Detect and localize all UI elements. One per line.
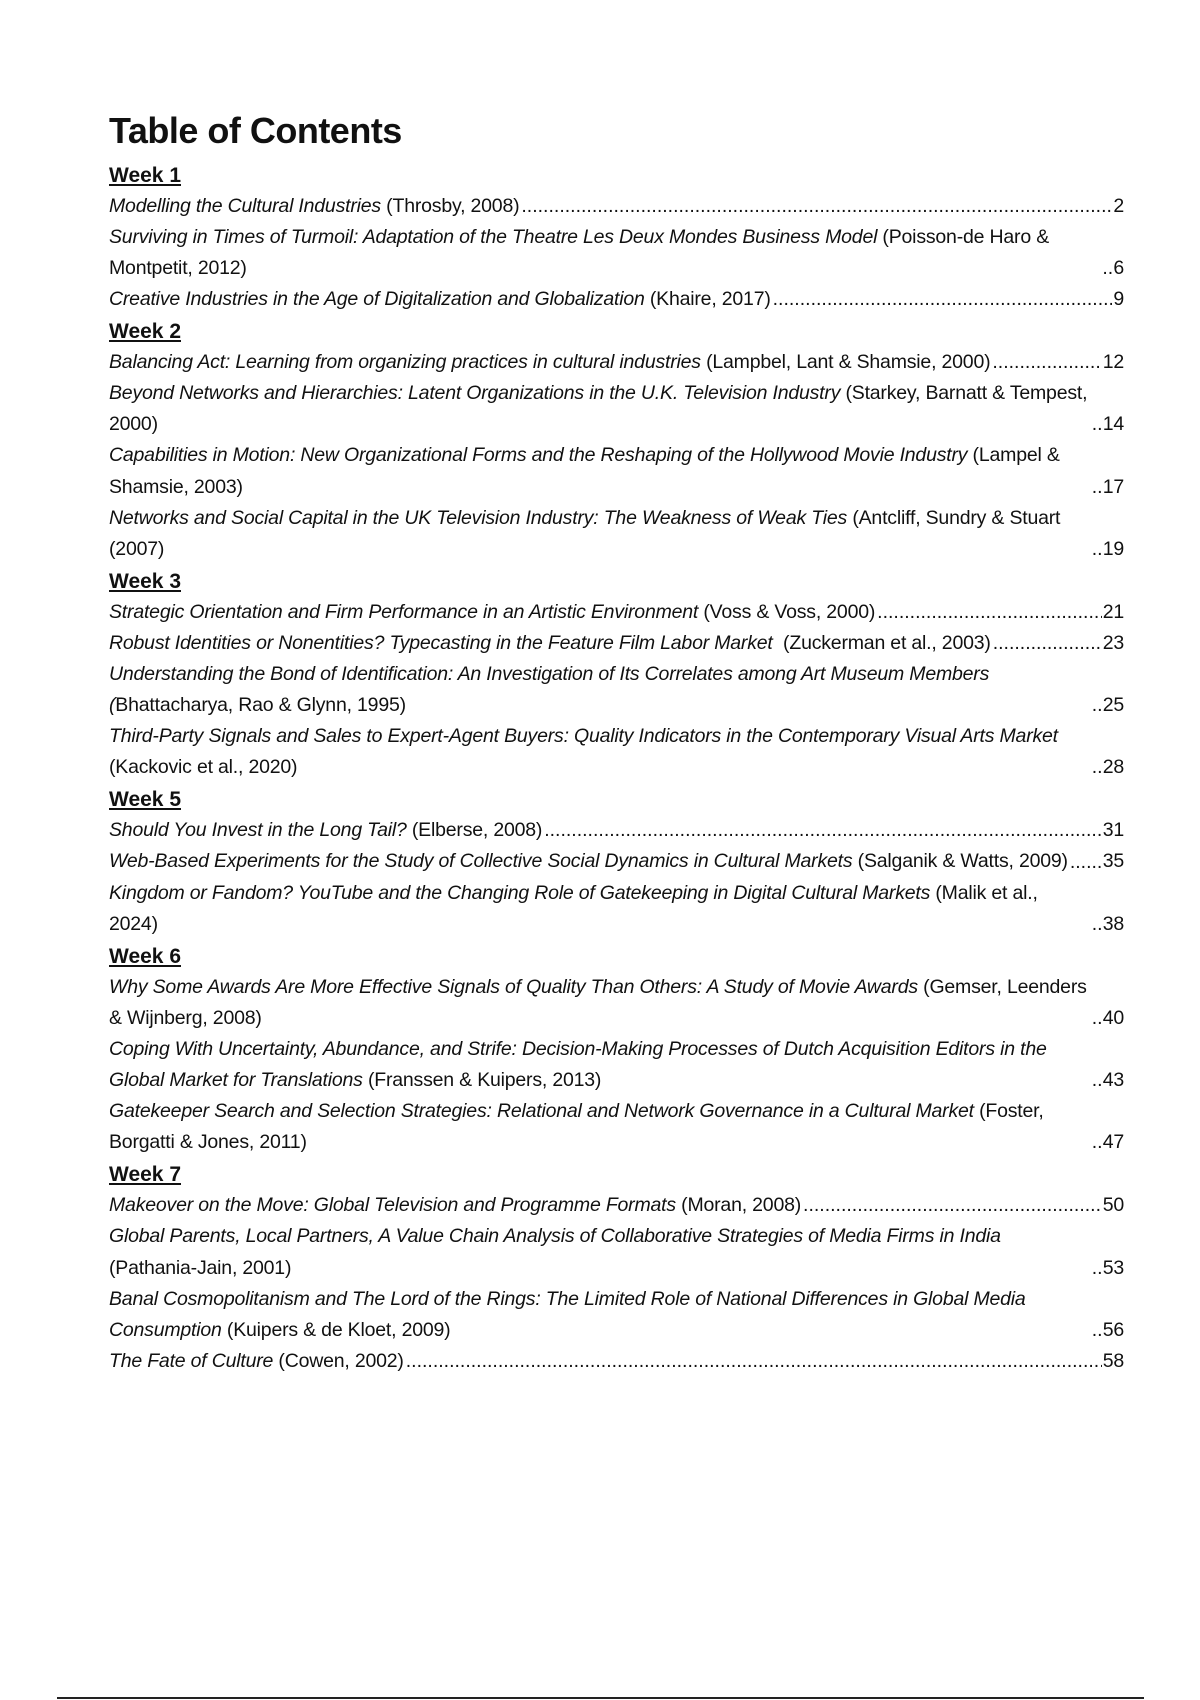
page-number: 19 xyxy=(1102,537,1124,560)
toc-entry[interactable] xyxy=(109,1190,1124,1221)
entry-citation: Bhattacharya, Rao & Glynn, 1995) xyxy=(115,694,406,717)
entry-title: Strategic Orientation and Firm Performance in an Artistic Environment xyxy=(109,600,699,623)
page-number: 6 xyxy=(1113,256,1124,279)
entry-citation: (Kackovic et al., 2020) xyxy=(109,725,1064,779)
dot-leader xyxy=(1090,752,1102,783)
dot-leader xyxy=(771,284,1113,315)
entry-title: Robust Identities or Nonentities? Typecasting in the Feature Film Labor Market xyxy=(109,631,773,654)
entry-citation: (Salganik & Watts, 2009) xyxy=(852,850,1068,873)
entry-title: Modelling the Cultural Industries xyxy=(109,194,381,217)
toc-entry[interactable] xyxy=(109,1346,1124,1377)
toc-entry[interactable] xyxy=(109,503,1124,565)
toc-entry[interactable] xyxy=(109,1034,1124,1096)
entry-text xyxy=(109,378,1093,440)
page-number: 31 xyxy=(1102,819,1124,842)
toc-entry[interactable] xyxy=(109,628,1124,659)
entry-text xyxy=(109,721,1090,783)
entry-text xyxy=(109,191,519,222)
entry-text xyxy=(109,1221,1090,1283)
week-heading: Week 5 xyxy=(109,788,181,812)
entry-title: Balancing Act: Learning from organizing practices in cultural industries xyxy=(109,351,701,374)
entry-citation: (Zuckerman et al., 2003) xyxy=(772,631,991,654)
entry-title: Web-Based Experiments for the Study of Collective Social Dynamics in Cultural Markets xyxy=(109,850,853,873)
dot-leader xyxy=(1100,253,1112,284)
page-number: 17 xyxy=(1102,475,1124,498)
entry-citation: (Poisson-de Haro & Montpetit, 2012) xyxy=(109,225,1055,279)
dot-leader xyxy=(801,1190,1102,1221)
toc-entry[interactable] xyxy=(109,222,1124,284)
entry-title: Capabilities in Motion: New Organizational Forms and the Reshaping of the Hollywood Movie Industry xyxy=(109,444,968,467)
entry-title: Kingdom or Fandom? YouTube and the Changing Role of Gatekeeping in Digital Cultural Markets xyxy=(109,881,931,904)
page-number: 47 xyxy=(1102,1131,1124,1154)
entry-text xyxy=(109,1346,404,1377)
page-number: 35 xyxy=(1102,850,1124,873)
toc-entry[interactable] xyxy=(109,878,1124,940)
entry-text xyxy=(109,222,1100,284)
page-number: 50 xyxy=(1102,1194,1124,1217)
entry-citation: (Elberse, 2008) xyxy=(406,819,543,842)
entry-text xyxy=(109,878,1090,940)
page-number: 21 xyxy=(1102,600,1124,623)
entry-text xyxy=(109,815,542,846)
entry-citation: (Starkey, Barnatt & Tempest, 2000) xyxy=(109,382,1093,436)
entry-citation: (Lampel & Shamsie, 2003) xyxy=(109,444,1065,498)
entry-citation: (Franssen & Kuipers, 2013) xyxy=(362,1069,602,1092)
entry-title: Why Some Awards Are More Effective Signals of Quality Than Others: A Study of Movie Awards xyxy=(109,975,918,998)
toc-entry[interactable] xyxy=(109,597,1124,628)
dot-leader xyxy=(991,628,1102,659)
entry-title: Coping With Uncertainty, Abundance, and Strife: Decision-Making Processes of Dutch Acquisition Editors in the Global Market for Translations xyxy=(109,1037,1047,1092)
entry-text xyxy=(109,628,991,659)
entry-title: Should You Invest in the Long Tail? xyxy=(109,819,407,842)
entry-text xyxy=(109,1034,1090,1096)
week-heading: Week 3 xyxy=(109,569,181,593)
page-number: 28 xyxy=(1102,756,1124,779)
dot-leader xyxy=(1090,409,1102,440)
week-heading: Week 6 xyxy=(109,944,181,968)
entry-title: Banal Cosmopolitanism and The Lord of the Rings: The Limited Role of National Differences in Global Media Consumption xyxy=(109,1287,1026,1341)
page-title: Table of Contents xyxy=(109,110,402,151)
entry-text xyxy=(109,1096,1090,1158)
entry-title: Global Parents, Local Partners, A Value Chain Analysis of Collaborative Strategies of Media Firms in India xyxy=(109,1225,1001,1248)
toc-entry[interactable] xyxy=(109,659,1124,721)
toc-entry[interactable] xyxy=(109,1284,1124,1346)
entry-citation: (Lampbel, Lant & Shamsie, 2000) xyxy=(700,351,991,374)
page-number: 2 xyxy=(1113,194,1124,217)
entry-citation: (Moran, 2008) xyxy=(675,1194,802,1217)
page-number: 9 xyxy=(1113,288,1124,311)
dot-leader xyxy=(1068,847,1102,878)
entry-title: Understanding the Bond of Identification: An Investigation of Its Correlates among Art Museum Members ( xyxy=(109,663,990,717)
toc-entry[interactable] xyxy=(109,846,1124,877)
entry-text xyxy=(109,347,990,378)
entry-text xyxy=(109,284,771,315)
page-number: 43 xyxy=(1102,1069,1124,1092)
entry-citation: (Pathania-Jain, 2001) xyxy=(109,1225,1006,1279)
entry-title: Surviving in Times of Turmoil: Adaptation of the Theatre Les Deux Mondes Business Model xyxy=(109,225,878,248)
entry-title: Beyond Networks and Hierarchies: Latent Organizations in the U.K. Television Industry xyxy=(109,382,841,405)
dot-leader xyxy=(990,347,1101,378)
dot-leader xyxy=(875,597,1102,628)
entry-title: Networks and Social Capital in the UK Television Industry: The Weakness of Weak Ties xyxy=(109,506,848,529)
document-page xyxy=(109,112,1124,1377)
page-number: 25 xyxy=(1102,694,1124,717)
entry-citation: (Foster, Borgatti & Jones, 2011) xyxy=(109,1100,1049,1154)
toc-entry[interactable] xyxy=(109,815,1124,846)
entry-text xyxy=(109,1284,1090,1346)
entry-citation: (Cowen, 2002) xyxy=(273,1349,404,1372)
entry-title: Creative Industries in the Age of Digitalization and Globalization xyxy=(109,288,645,311)
toc-entry[interactable] xyxy=(109,284,1124,315)
entry-text xyxy=(109,972,1090,1034)
dot-leader xyxy=(1090,1315,1102,1346)
entry-text xyxy=(109,597,875,628)
entry-title: Gatekeeper Search and Selection Strategies: Relational and Network Governance in a Cultural Market xyxy=(109,1100,974,1123)
dot-leader xyxy=(1090,1003,1102,1034)
dot-leader xyxy=(404,1346,1102,1377)
page-number: 23 xyxy=(1102,631,1124,654)
dot-leader xyxy=(1090,534,1102,565)
dot-leader xyxy=(1090,690,1102,721)
table-of-contents xyxy=(109,160,1124,1377)
dot-leader xyxy=(519,191,1112,222)
entry-citation: (Throsby, 2008) xyxy=(380,194,520,217)
dot-leader xyxy=(1090,1065,1102,1096)
dot-leader xyxy=(542,815,1101,846)
page-number: 53 xyxy=(1102,1256,1124,1279)
week-heading: Week 7 xyxy=(109,1163,181,1187)
entry-citation: (Kuipers & de Kloet, 2009) xyxy=(221,1318,451,1341)
dot-leader xyxy=(1090,1253,1102,1284)
entry-citation: (Gemser, Leenders & Wijnberg, 2008) xyxy=(109,975,1092,1029)
page-number: 14 xyxy=(1102,413,1124,436)
dot-leader xyxy=(1090,472,1102,503)
footer-divider xyxy=(57,1697,1144,1699)
entry-citation: (Voss & Voss, 2000) xyxy=(698,600,876,623)
toc-entry[interactable] xyxy=(109,440,1124,502)
entry-text xyxy=(109,503,1090,565)
entry-citation: (Antcliff, Sundry & Stuart (2007) xyxy=(109,506,1066,560)
toc-entry[interactable] xyxy=(109,347,1124,378)
entry-text xyxy=(109,659,1090,721)
toc-entry[interactable] xyxy=(109,378,1124,440)
entry-text xyxy=(109,846,1068,877)
entry-citation: (Malik et al., 2024) xyxy=(109,881,1043,935)
entry-title: The Fate of Culture xyxy=(109,1349,274,1372)
entry-title: Third-Party Signals and Sales to Expert-Agent Buyers: Quality Indicators in the Contemporary Visual Arts Market xyxy=(109,725,1058,748)
toc-entry[interactable] xyxy=(109,1221,1124,1283)
entry-text xyxy=(109,440,1090,502)
page-number: 40 xyxy=(1102,1006,1124,1029)
dot-leader xyxy=(1090,909,1102,940)
page-number: 38 xyxy=(1102,912,1124,935)
entry-citation: (Khaire, 2017) xyxy=(644,288,771,311)
toc-entry[interactable] xyxy=(109,972,1124,1034)
week-heading: Week 1 xyxy=(109,163,181,187)
entry-text xyxy=(109,1190,801,1221)
toc-entry[interactable] xyxy=(109,191,1124,222)
entry-title: Makeover on the Move: Global Television and Programme Formats xyxy=(109,1194,676,1217)
toc-entry[interactable] xyxy=(109,1096,1124,1158)
toc-entry[interactable] xyxy=(109,721,1124,783)
page-number: 58 xyxy=(1102,1349,1124,1372)
page-number: 12 xyxy=(1102,351,1124,374)
page-number: 56 xyxy=(1102,1318,1124,1341)
dot-leader xyxy=(1090,1127,1102,1158)
week-heading: Week 2 xyxy=(109,320,181,344)
